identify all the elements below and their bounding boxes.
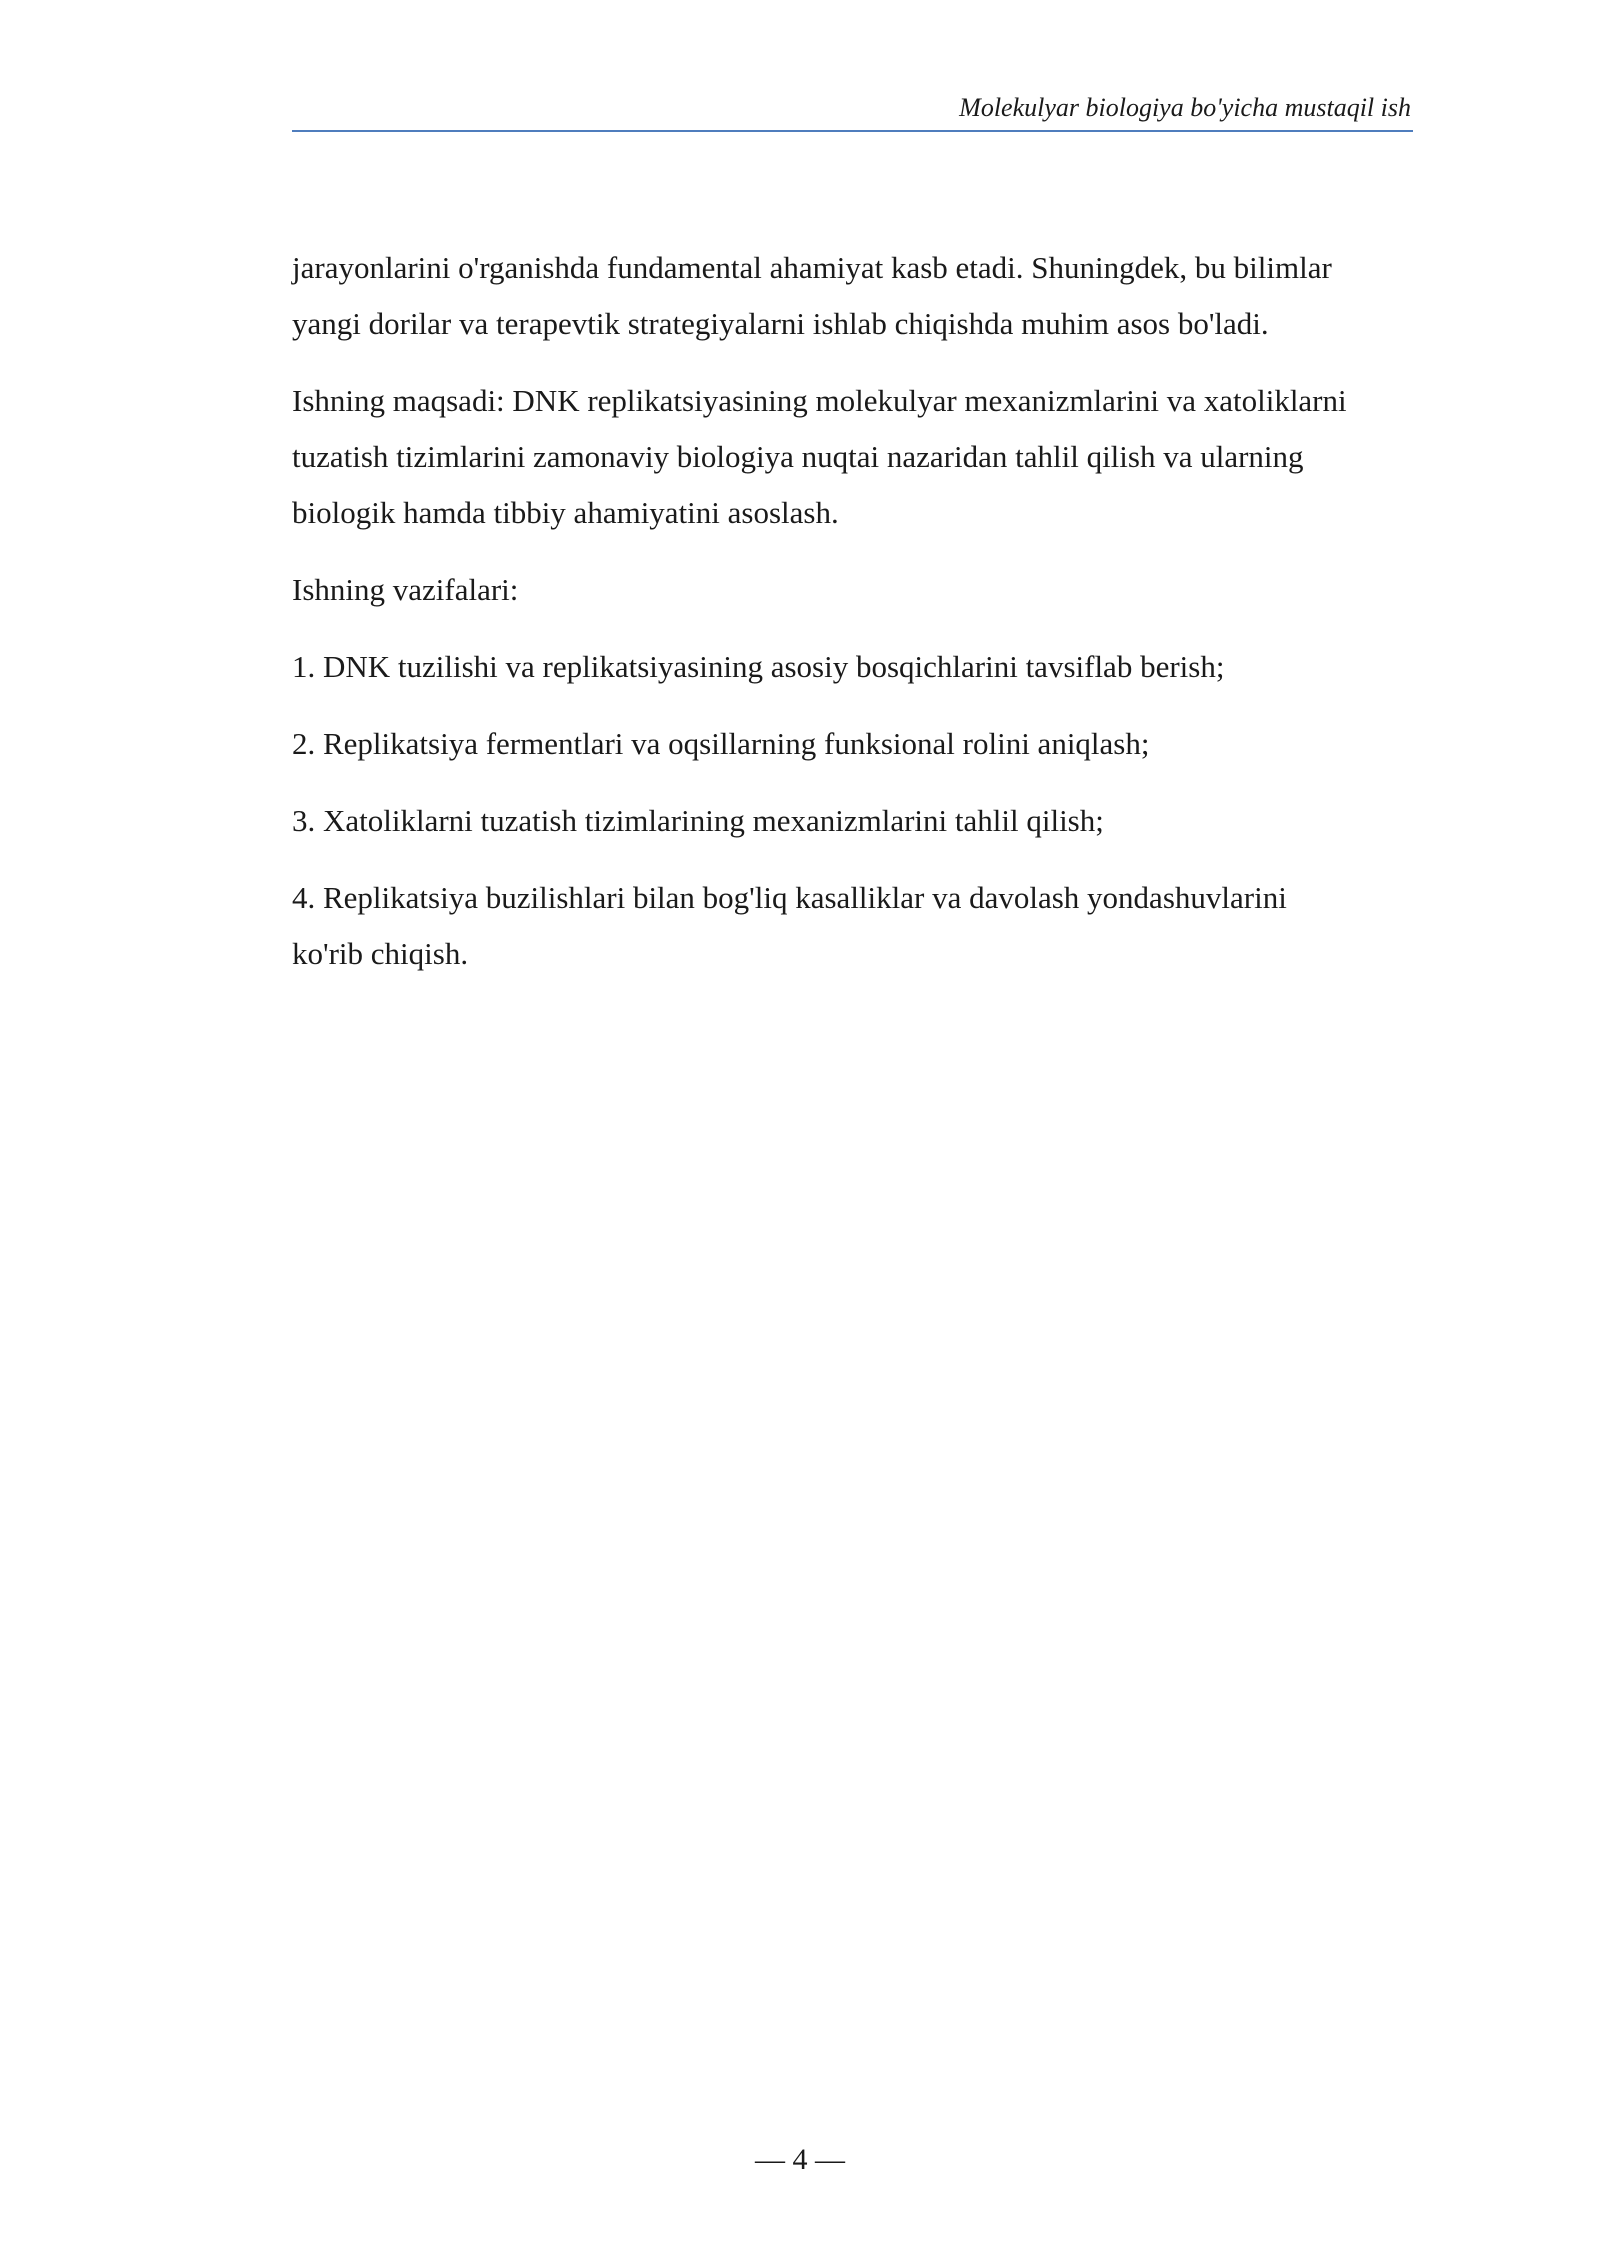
- document-body: [292, 240, 1413, 1003]
- task-item-4: [292, 870, 1413, 982]
- task-item-3: [292, 793, 1413, 849]
- text-line: yangi dorilar va terapevtik strategiyalarni ishlab chiqishda muhim asos bo'ladi.: [292, 306, 1269, 341]
- task-item-1: [292, 639, 1413, 695]
- text-line: 1. DNK tuzilishi va replikatsiyasining asosiy bosqichlarini tavsiflab berish;: [292, 649, 1225, 684]
- header-title: Molekulyar biologiya bo'yicha mustaqil ish: [959, 93, 1411, 122]
- text-line: jarayonlarini o'rganishda fundamental ahamiyat kasb etadi. Shuningdek, bu bilimlar: [292, 250, 1332, 285]
- task-item-2: [292, 716, 1413, 772]
- purpose-paragraph: [292, 373, 1413, 541]
- text-line: 3. Xatoliklarni tuzatish tizimlarining mexanizmlarini tahlil qilish;: [292, 803, 1104, 838]
- page-number: — 4 —: [755, 2143, 845, 2176]
- text-line: 4. Replikatsiya buzilishlari bilan bog'liq kasalliklar va davolash yondashuvlarini: [292, 880, 1287, 915]
- text-line: biologik hamda tibbiy ahamiyatini asoslash.: [292, 495, 839, 530]
- intro-paragraph: [292, 240, 1413, 352]
- tasks-heading: Ishning vazifalari:: [292, 572, 519, 607]
- page-header: [292, 92, 1413, 132]
- text-line: ko'rib chiqish.: [292, 936, 469, 971]
- text-line: Ishning maqsadi: DNK replikatsiyasining molekulyar mexanizmlarini va xatoliklarni: [292, 383, 1347, 418]
- text-line: 2. Replikatsiya fermentlari va oqsillarning funksional rolini aniqlash;: [292, 726, 1150, 761]
- text-line: tuzatish tizimlarini zamonaviy biologiya nuqtai nazaridan tahlil qilish va ularning: [292, 439, 1304, 474]
